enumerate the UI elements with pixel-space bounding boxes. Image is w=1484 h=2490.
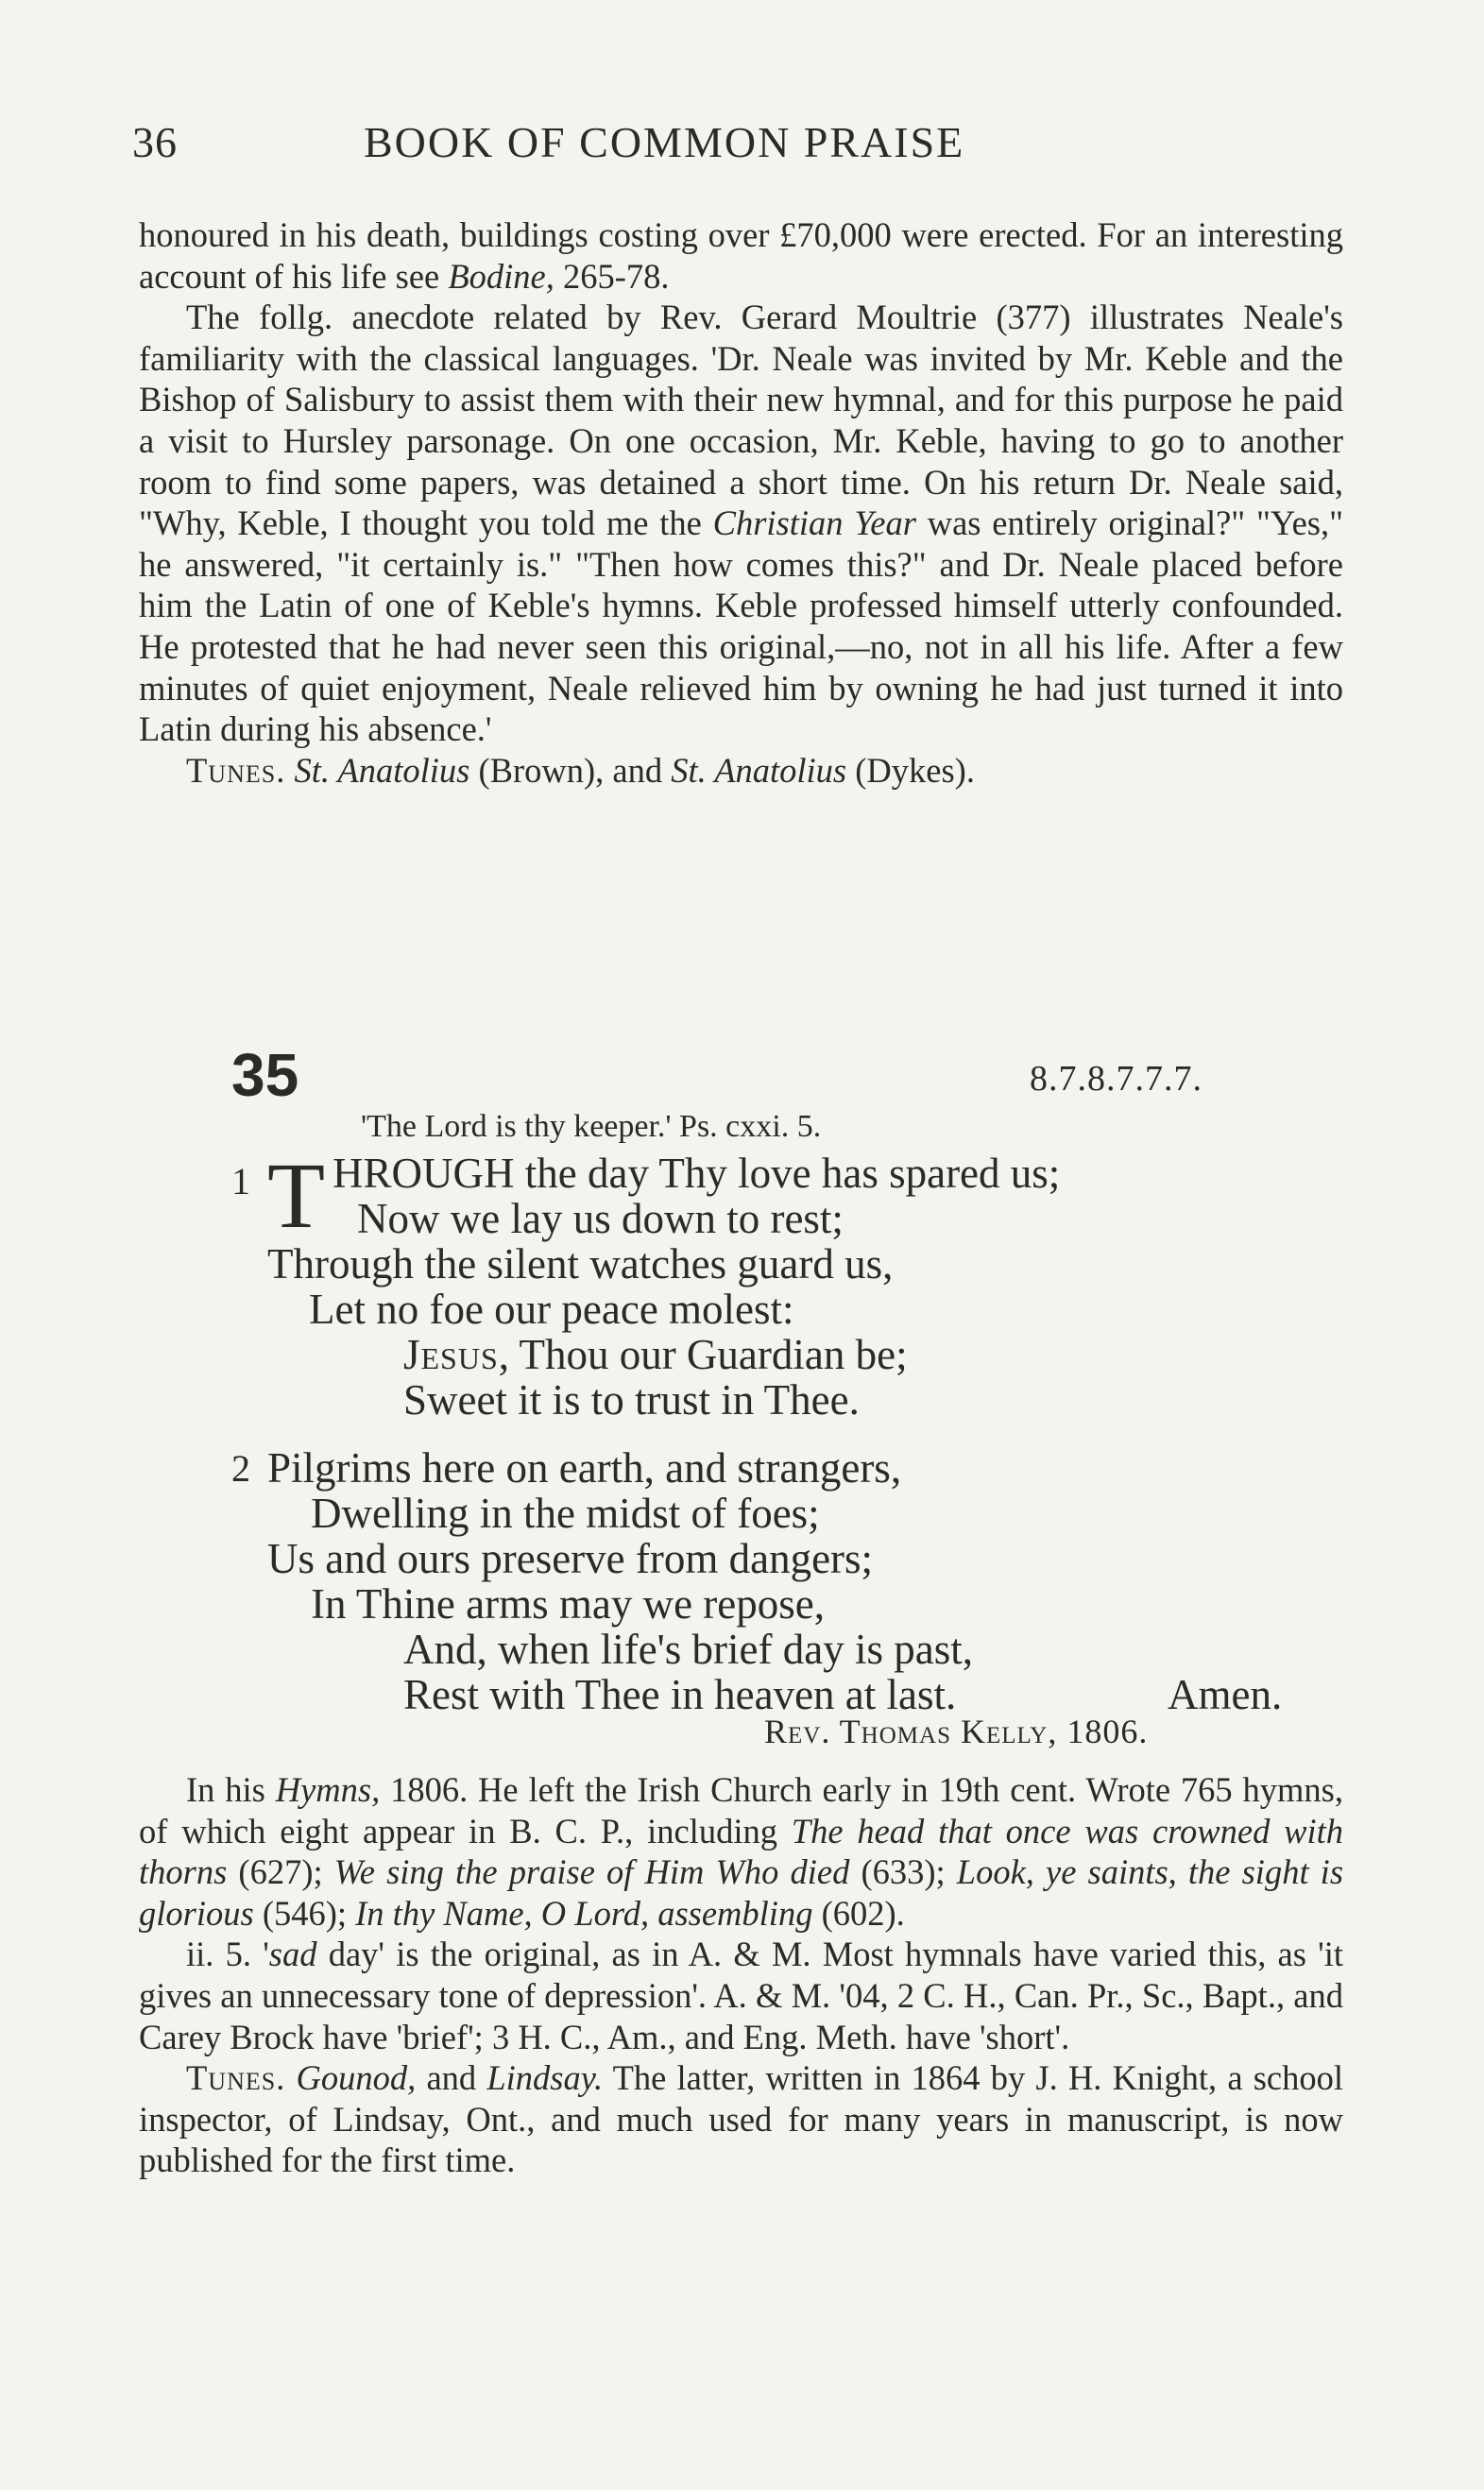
page-number: 36 — [132, 118, 178, 166]
stanza-1-line-2: Now we lay us down to rest; — [357, 1195, 844, 1242]
notes-p1-title-1: The head that once was crowned with thorns — [139, 1811, 1343, 1892]
notes-paragraph-3 — [139, 2057, 1343, 2181]
stanza-2-line-1: Pilgrims here on earth, and strangers, — [267, 1444, 902, 1492]
tunes-end: (Dykes). — [846, 750, 975, 790]
stanza-2-line-3: Us and ours preserve from dangers; — [267, 1535, 874, 1582]
stanza-1-line-5 — [403, 1332, 908, 1378]
tunes-mid: (Brown), and — [469, 750, 672, 790]
notes-p1-hymns: Hymns, — [275, 1770, 381, 1809]
notes-p1-f: (602). — [812, 1893, 905, 1933]
stanza-2-line-2: Dwelling in the midst of foes; — [311, 1490, 820, 1537]
tune-gounod: Gounod, — [296, 2058, 417, 2098]
intro-p1-ref: Bodine, — [448, 256, 554, 296]
stanza-1-line-6: Sweet it is to trust in Thee. — [403, 1376, 860, 1424]
notes-p2-sad: sad — [268, 1935, 317, 1974]
drop-cap: T — [267, 1143, 326, 1248]
amen: Amen. — [1168, 1671, 1283, 1718]
notes-p3-mid: and — [416, 2058, 487, 2098]
running-head — [132, 117, 1346, 174]
intro-p1-pages: 265-78. — [554, 256, 670, 296]
notes-p1-c: (627); — [227, 1852, 334, 1892]
notes-p1-d: (633); — [849, 1852, 957, 1892]
page-title: BOOK OF COMMON PRAISE — [364, 118, 965, 166]
stanza-1-number: 1 — [231, 1160, 250, 1202]
hymn-meter: 8.7.8.7.7.7. — [1030, 1059, 1203, 1099]
notes-p2-b: day' is the original, as in A. & M. Most hymnals have varied this, as 'it gives an unnecessary tone of depression'. A. & M. '04, 2 C. H., Can. Pr., Sc., Bapt., and Carey Brock have 'brief'; 3 H. C., Am., and Eng. Meth. have 'short'. — [139, 1935, 1344, 2056]
notes-paragraph-1 — [139, 1769, 1343, 1934]
intro-paragraph-1 — [139, 214, 1343, 297]
stanza-1-line-3: Through the silent watches guard us, — [267, 1240, 894, 1288]
notes-paragraph-2 — [139, 1934, 1343, 2057]
stanza-2-number: 2 — [231, 1447, 250, 1490]
stanza-1-line-4: Let no foe our peace molest: — [309, 1286, 794, 1333]
notes-tunes-label: Tunes. — [186, 2058, 286, 2098]
intro-tunes — [139, 750, 1343, 792]
notes-p2-a: ii. 5. ' — [186, 1935, 269, 1974]
intro-p2-text-a: The follg. anecdote related by Rev. Gerard Moultrie (377) illustrates Neale's familiarity with the classical languages. 'Dr. Neale was invited by Mr. Keble and the Bishop of Salisbury to assist them with their new hymnal, and for this purpose he paid a visit to Hursley parsonage. On one occasion, Mr. Keble, having to go to another room to find some papers, was detained a short time. On his return Dr. Neale said, "Why, Keble, I thought you told me the — [139, 298, 1343, 543]
notes-p1-b: 1806. He left the Irish Church early in 19th cent. Wrote 765 hymns, of which eight appear in B. C. P., including — [139, 1770, 1344, 1850]
tune-1: St. Anatolius — [294, 750, 470, 790]
jesus-small-caps: Jesus — [403, 1331, 499, 1378]
tune-2: St. Anatolius — [671, 750, 847, 790]
intro-paragraph-2 — [139, 297, 1343, 750]
stanza-2-line-6: Rest with Thee in heaven at last. — [403, 1671, 957, 1718]
hymn-epigraph: 'The Lord is thy keeper.' Ps. cxxi. 5. — [361, 1109, 822, 1144]
notes-p1-a: In his — [186, 1770, 276, 1809]
notes-p1-title-4: In thy Name, O Lord, assembling — [355, 1893, 813, 1933]
intro-p2-text-b: was entirely original?" "Yes," he answered, "it certainly is." "Then how comes this?" and Dr. Neale placed before him the Latin of one of Keble's hymns. Keble professed himself utterly confounded. He protested that he had never seen this original,—no, not in all his life. After a few minutes of quiet enjoyment, Neale relieved him by owning he had just turned it into Latin during his absence.' — [139, 503, 1344, 749]
notes-p1-e: (546); — [253, 1893, 356, 1933]
stanza-1-line-1: HROUGH the day Thy love has spared us; — [333, 1150, 1061, 1197]
notes-p1-title-2: We sing the praise of Him Who died — [333, 1852, 850, 1892]
hymn-number: 35 — [231, 1041, 299, 1109]
hymn-author: Rev. Thomas Kelly, 1806. — [764, 1713, 1149, 1750]
stanza-1-line-5-rest: , Thou our Guardian be; — [498, 1331, 908, 1378]
tunes-label: Tunes. — [186, 750, 286, 790]
notes-p1-title-3: Look, ye saints, the sight is glorious — [139, 1852, 1344, 1933]
stanza-2-line-4: In Thine arms may we repose, — [311, 1580, 825, 1628]
intro-p2-italic: Christian Year — [712, 503, 916, 543]
notes-p3-rest: The latter, written in 1864 by J. H. Knight, a school inspector, of Lindsay, Ont., and much used for many years in manuscript, is now published for the first time. — [139, 2058, 1344, 2180]
tune-lindsay: Lindsay. — [486, 2058, 604, 2098]
stanza-2-line-5: And, when life's brief day is past, — [403, 1626, 973, 1673]
intro-text — [139, 214, 1343, 791]
hymn-notes — [139, 1769, 1343, 2181]
intro-p1-text: honoured in his death, buildings costing over £70,000 were erected. For an interesting account of his life see — [139, 215, 1343, 296]
